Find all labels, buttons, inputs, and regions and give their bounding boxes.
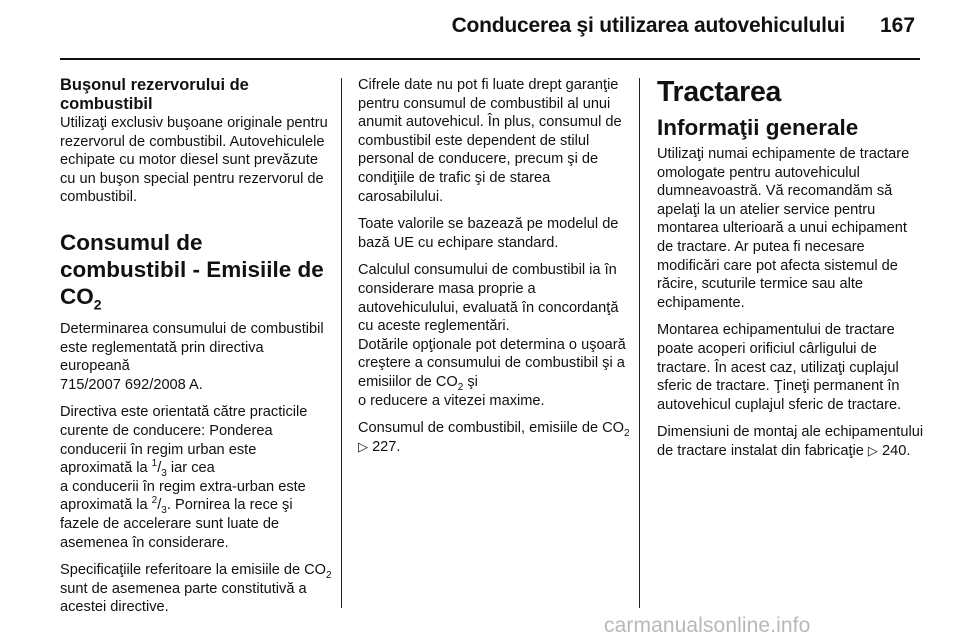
specifications-subscript: 2 [326, 570, 332, 581]
fuel-cap-text: Utilizaţi exclusiv buşoane originale pentru rezervorul de combustibil. Autovehiculele echipate cu motor diesel sunt prevăzute cu un buşon special pentru rezervorul de combustibil. [60, 115, 328, 206]
driving-practice-text-d: . Pornirea la rece şi fazele de accelerare sunt luate de asemenea în considerare. [60, 497, 293, 551]
fraction-one-third-denominator: 3 [161, 468, 167, 480]
fuel-cap-heading: Buşonul rezervorului de combustibil [60, 76, 249, 113]
towing-title: Tractarea [657, 76, 782, 108]
driving-practice-text-c: a conducerii în regim extra-urban este aproximată la [60, 478, 306, 514]
column-3 [657, 76, 925, 470]
optional-equipment-paragraph [358, 336, 630, 410]
fraction-one-third-numerator: 1 [151, 458, 158, 470]
optional-equipment-text-c: o reducere a vitezei maxime. [358, 392, 545, 409]
consumption-reference-text: Consumul de combustibil, emisiile de CO [358, 420, 625, 437]
column-2 [358, 76, 630, 465]
page-number: 167 [880, 14, 916, 37]
page-reference-arrow-icon: ▷ [867, 442, 878, 458]
watermark: carmanualsonline.info [604, 614, 811, 637]
column-divider-left [341, 78, 342, 608]
general-info-heading: Informaţii generale [657, 115, 859, 140]
optional-equipment-text-b: şi [467, 373, 478, 390]
directive-number: 715/2007 692/2008 A. [60, 376, 203, 393]
column-divider-right [639, 78, 640, 608]
specifications-paragraph [60, 561, 332, 617]
consumption-heading [60, 229, 332, 313]
fraction-two-thirds-numerator: 2 [151, 495, 158, 507]
consumption-reference-subscript: 2 [624, 428, 630, 439]
header-rule [60, 58, 920, 60]
column-1 [60, 76, 332, 626]
towing-hitch-paragraph: Montarea echipamentului de tractare poate acoperi orificiul cârligului de tractare. În acest caz, utilizaţi cuplajul sferic de tractare. Ţineţi permanent în autovehicul cuplajul sferic de tractare. [657, 322, 902, 413]
page-reference-link[interactable]: 240. [881, 442, 911, 459]
page-reference-arrow-icon: ▷ [358, 438, 368, 454]
calculation-paragraph-a: Calculul consumului de combustibil ia în considerare masa proprie a autovehiculului, evaluată în concordanţă cu aceste reglementări. [358, 262, 619, 335]
specifications-text-a: Specificaţiile referitoare la emisiile de CO [60, 562, 327, 579]
page-reference-link[interactable]: 227. [372, 438, 401, 455]
towing-equipment-paragraph: Utilizaţi numai echipamente de tractare omologate pentru autovehiculul dumneavoastră. Vă recomandăm să apelaţi la un atelier service pentru montarea ulterioară a unui echipament de tractare. Ar putea fi necesare modificări care pot afecta sistemul de răcire, scuturile termice sau alte echipamente. [657, 146, 910, 311]
specifications-text-b: sunt de asemenea parte constitutivă a acestei directive. [60, 580, 307, 616]
optional-equipment-text-a: Dotările opţionale pot determina o uşoară creştere a consumului de combustibil şi a emisiilor de CO [358, 336, 626, 390]
driving-practice-text-b: iar cea [170, 460, 215, 477]
fraction-two-thirds-denominator: 3 [161, 505, 167, 517]
base-model-paragraph: Toate valorile se bazează pe modelul de bază UE cu echipare standard. [358, 216, 619, 251]
optional-equipment-subscript: 2 [457, 381, 464, 393]
driving-practice-text-a: Directiva este orientată către practicile curente de conducere: Ponderea conducerii în regim urban este aproximată la [60, 404, 308, 477]
mounting-dimensions-text: Dimensiuni de montaj ale echipamentului de tractare instalat din fabricaţie [657, 424, 924, 459]
page-header-title: Conducerea şi utilizarea autovehiculului [451, 14, 845, 37]
figures-paragraph: Cifrele date nu pot fi luate drept garanţie pentru consumul de combustibil al unui anumit autovehicul. În plus, consumul de combustibil este dependent de stilul personal de conducere, precum şi de condiţiile de trafic şi de starea carosabilului. [358, 77, 622, 205]
consumption-heading-subscript: 2 [93, 296, 102, 313]
consumption-reference-paragraph [358, 419, 630, 456]
mounting-dimensions-paragraph [657, 423, 925, 460]
directive-text: Determinarea consumului de combustibil este reglementată prin directiva europeană [60, 320, 324, 375]
directive-paragraph [60, 320, 332, 394]
consumption-heading-text: Consumul de combustibil - Emisiile de CO [60, 229, 324, 309]
driving-practice-paragraph: Directiva este orientată către practicile curente de conducere: Ponderea conducerii în regim urban este aproximată la $^1/_3$ iar cea a conducerii în regim extra-urban este aproximată la $^2/_3$. Pornirea la rece şi fazele de accelerare sunt luate de asemenea în considerare. [60, 404, 308, 551]
